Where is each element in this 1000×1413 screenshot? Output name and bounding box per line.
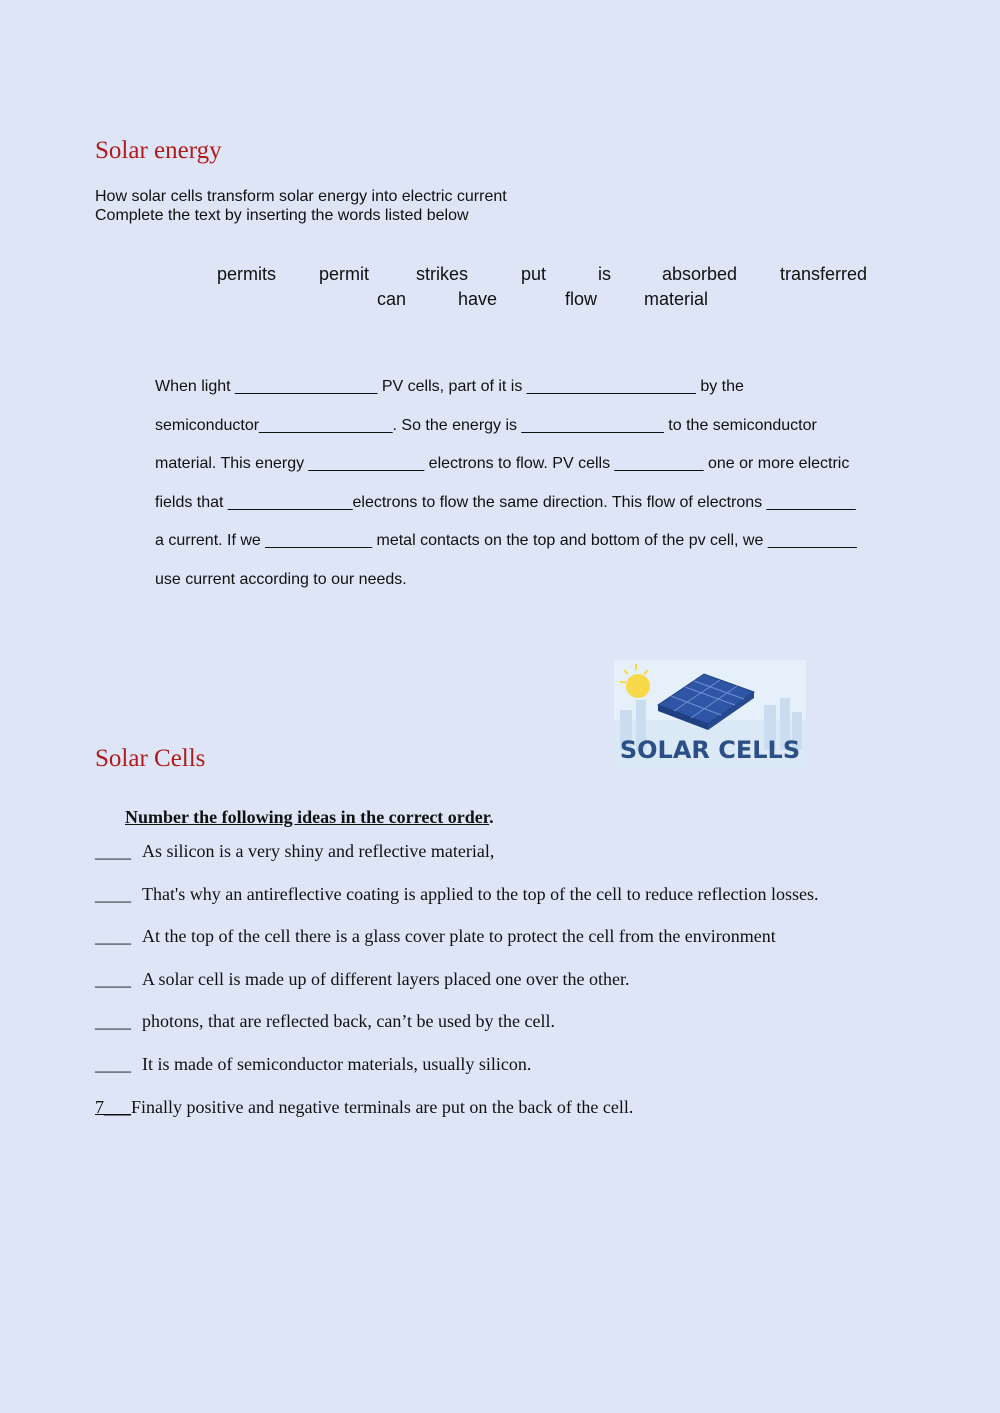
section-intro <box>95 187 507 225</box>
idea-text: As silicon is a very shiny and reflective material, <box>142 841 495 861</box>
order-blank[interactable]: ____ <box>95 968 131 989</box>
order-blank[interactable]: ____ <box>95 883 131 904</box>
idea-item <box>95 1008 819 1051</box>
word-bank-item: flow <box>565 289 598 309</box>
idea-text: photons, that are reflected back, can’t be used by the cell. <box>142 1011 555 1032</box>
word-bank-item: put <box>521 264 547 284</box>
fill-in-paragraph <box>155 368 915 600</box>
idea-item <box>95 1094 819 1137</box>
paragraph-line: a current. If we ____________ metal contacts on the top and bottom of the pv cell, we __________ <box>155 532 857 550</box>
idea-text: At the top of the cell there is a glass cover plate to protect the cell from the environment <box>142 926 776 947</box>
paragraph-line: use current according to our needs. <box>155 570 407 588</box>
word-bank-item: permit <box>319 264 370 284</box>
idea-text: It is made of semiconductor materials, usually silicon. <box>142 1053 532 1074</box>
word-bank-item: strikes <box>416 264 469 284</box>
idea-item <box>95 1051 819 1094</box>
ordering-instruction <box>125 807 494 828</box>
word-bank-item: can <box>377 289 407 309</box>
order-blank-filled[interactable]: 7___ <box>95 1096 131 1117</box>
word-bank-item: transferred <box>780 264 868 284</box>
solar-cells-logo <box>614 660 806 768</box>
section-title-solar-cells: Solar Cells <box>95 745 206 772</box>
idea-text: Finally positive and negative terminals are put on the back of the cell. <box>131 1096 634 1117</box>
idea-text: That's why an antireflective coating is applied to the top of the cell to reduce reflection losses. <box>142 883 819 904</box>
idea-item <box>95 966 819 1009</box>
order-blank[interactable]: ____ <box>95 1053 131 1074</box>
word-bank-item: have <box>458 289 498 309</box>
paragraph-line: fields that ______________electrons to flow the same direction. This flow of electrons __________ <box>155 493 856 511</box>
ordering-instruction-period: . <box>489 807 494 827</box>
word-bank-item: material <box>644 289 709 309</box>
paragraph-line: material. This energy _____________ electrons to flow. PV cells __________ one or more electric <box>155 455 850 473</box>
section-title-solar-energy: Solar energy <box>95 137 222 164</box>
paragraph-line: semiconductor_______________. So the energy is ________________ to the semiconductor <box>155 416 817 434</box>
solar-panel-icon <box>614 660 806 768</box>
idea-item <box>95 838 819 881</box>
word-bank-item: is <box>598 264 611 284</box>
order-blank[interactable]: ____ <box>95 1011 131 1032</box>
order-blank[interactable]: ____ <box>95 841 131 861</box>
idea-item <box>95 881 819 924</box>
idea-text: A solar cell is made up of different layers placed one over the other. <box>142 968 630 989</box>
subtitle: How solar cells transform solar energy into electric current <box>95 188 507 205</box>
word-bank-item: absorbed <box>662 264 738 284</box>
order-blank[interactable]: ____ <box>95 926 131 947</box>
ordering-instruction-text: Number the following ideas in the correct order <box>125 807 490 827</box>
idea-item <box>95 923 819 966</box>
instruction: Complete the text by inserting the words listed below <box>95 207 469 224</box>
ideas-list <box>95 838 819 1136</box>
word-bank-item: permits <box>217 264 277 284</box>
logo-text: SOLAR CELLS <box>619 736 801 764</box>
paragraph-line: When light ________________ PV cells, part of it is ___________________ by the <box>155 378 744 395</box>
